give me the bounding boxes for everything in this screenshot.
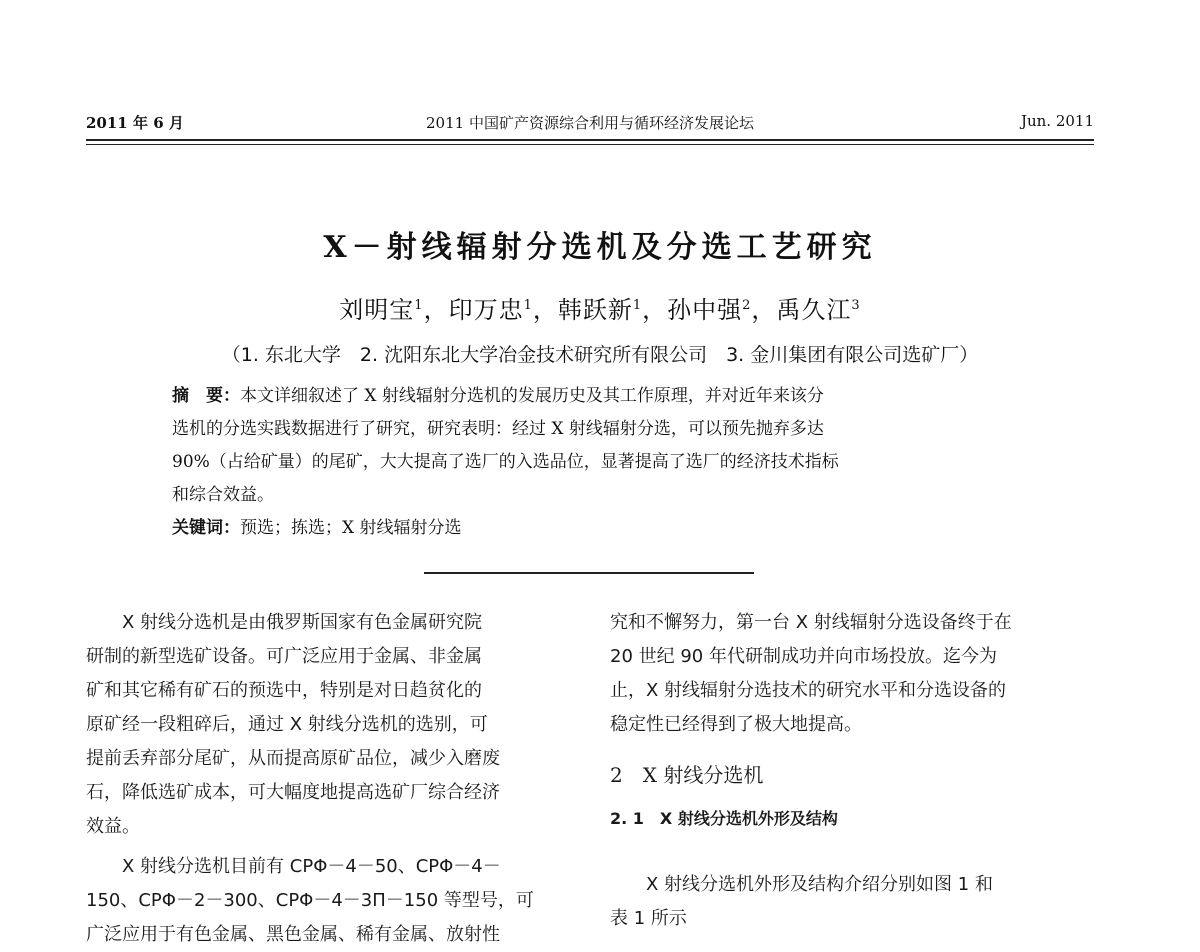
body-line: X 射线分选机目前有 CPΦ－4－50、CPΦ－4－ xyxy=(122,856,501,877)
affiliations: （1. 东北大学 2. 沈阳东北大学冶金技术研究所有限公司 3. 金川集团有限公司选矿厂） xyxy=(221,344,979,366)
keywords-text: 预选；拣选；X 射线辐射分选 xyxy=(240,518,462,538)
author-affil-mark: 1 xyxy=(523,298,533,313)
header-date: 2011 年 6 月 xyxy=(86,114,184,132)
body-line: 广泛应用于有色金属、黑色金属、稀有金属、放射性 xyxy=(86,924,500,945)
author-name: 印万忠 xyxy=(448,296,524,324)
section-heading-2-1: 2. 1 X 射线分选机外形及结构 xyxy=(610,809,838,828)
body-line: 原矿经一段粗碎后，通过 X 射线分选机的选别，可 xyxy=(86,714,488,735)
body-line: 究和不懈努力，第一台 X 射线辐射分选设备终于在 xyxy=(610,612,1012,633)
keywords-line xyxy=(172,512,1012,545)
body-line: 研制的新型选矿设备。可广泛应用于金属、非金属 xyxy=(86,646,482,667)
author-separator: ， xyxy=(642,296,668,324)
header-date-en: Jun. 2011 xyxy=(1020,112,1094,130)
running-header xyxy=(86,112,1094,138)
abstract-label: 摘 要： xyxy=(172,386,240,406)
header-rule-thin xyxy=(86,144,1094,145)
abstract-line: 90%（占给矿量）的尾矿，大大提高了选厂的入选品位，显著提高了选厂的经济技术指标 xyxy=(172,452,839,472)
body-line: 效益。 xyxy=(86,816,140,837)
body-line: 150、CPΦ－2－300、CPΦ－4－3Π－150 等型号，可 xyxy=(86,890,534,911)
author-name: 刘明宝 xyxy=(339,296,415,324)
header-rule-thick xyxy=(86,139,1094,141)
author-separator: ， xyxy=(423,296,449,324)
abstract-line: 和综合效益。 xyxy=(172,485,274,505)
header-journal-title: 2011 中国矿产资源综合利用与循环经济发展论坛 xyxy=(426,114,754,132)
author-separator: ， xyxy=(532,296,558,324)
author-name: 禹久江 xyxy=(776,296,852,324)
right-column xyxy=(610,606,1100,936)
author-list xyxy=(0,290,1200,325)
keywords-label: 关键词： xyxy=(172,518,240,538)
body-line: 石，降低选矿成本，可大幅度地提高选矿厂综合经济 xyxy=(86,782,500,803)
body-line: 稳定性已经得到了极大地提高。 xyxy=(610,714,862,735)
section-heading-2: 2 X 射线分选机 xyxy=(610,763,764,787)
body-line: 提前丢弃部分尾矿，从而提高原矿品位，减少入磨废 xyxy=(86,748,500,769)
author-name: 韩跃新 xyxy=(557,296,633,324)
author-separator: ， xyxy=(751,296,777,324)
abstract-line xyxy=(172,380,1012,413)
abstract-block xyxy=(172,380,1012,545)
abstract-line: 选机的分选实践数据进行了研究，研究表明：经过 X 射线辐射分选，可以预先抛弃多达 xyxy=(172,419,824,439)
author-name: 孙中强 xyxy=(667,296,743,324)
paper-title: X－射线辐射分选机及分选工艺研究 xyxy=(323,230,877,265)
body-line: 矿和其它稀有矿石的预选中，特别是对日趋贫化的 xyxy=(86,680,482,701)
author-affil-mark: 3 xyxy=(851,298,861,313)
left-column xyxy=(86,606,586,952)
body-line: X 射线分选机外形及结构介绍分别如图 1 和 xyxy=(646,874,993,895)
author-affil-mark: 2 xyxy=(742,298,752,313)
abstract-separator xyxy=(424,572,754,574)
author-affil-mark: 1 xyxy=(414,298,424,313)
body-line: 止，X 射线辐射分选技术的研究水平和分选设备的 xyxy=(610,680,1007,701)
author-affil-mark: 1 xyxy=(632,298,643,313)
spacer xyxy=(610,836,1100,868)
abstract-text: 本文详细叙述了 X 射线辐射分选机的发展历史及其工作原理，并对近年来该分 xyxy=(240,386,824,406)
body-line: 表 1 所示 xyxy=(610,908,687,929)
body-line: X 射线分选机是由俄罗斯国家有色金属研究院 xyxy=(122,612,483,633)
body-line: 20 世纪 90 年代研制成功并向市场投放。迄今为 xyxy=(610,646,997,667)
